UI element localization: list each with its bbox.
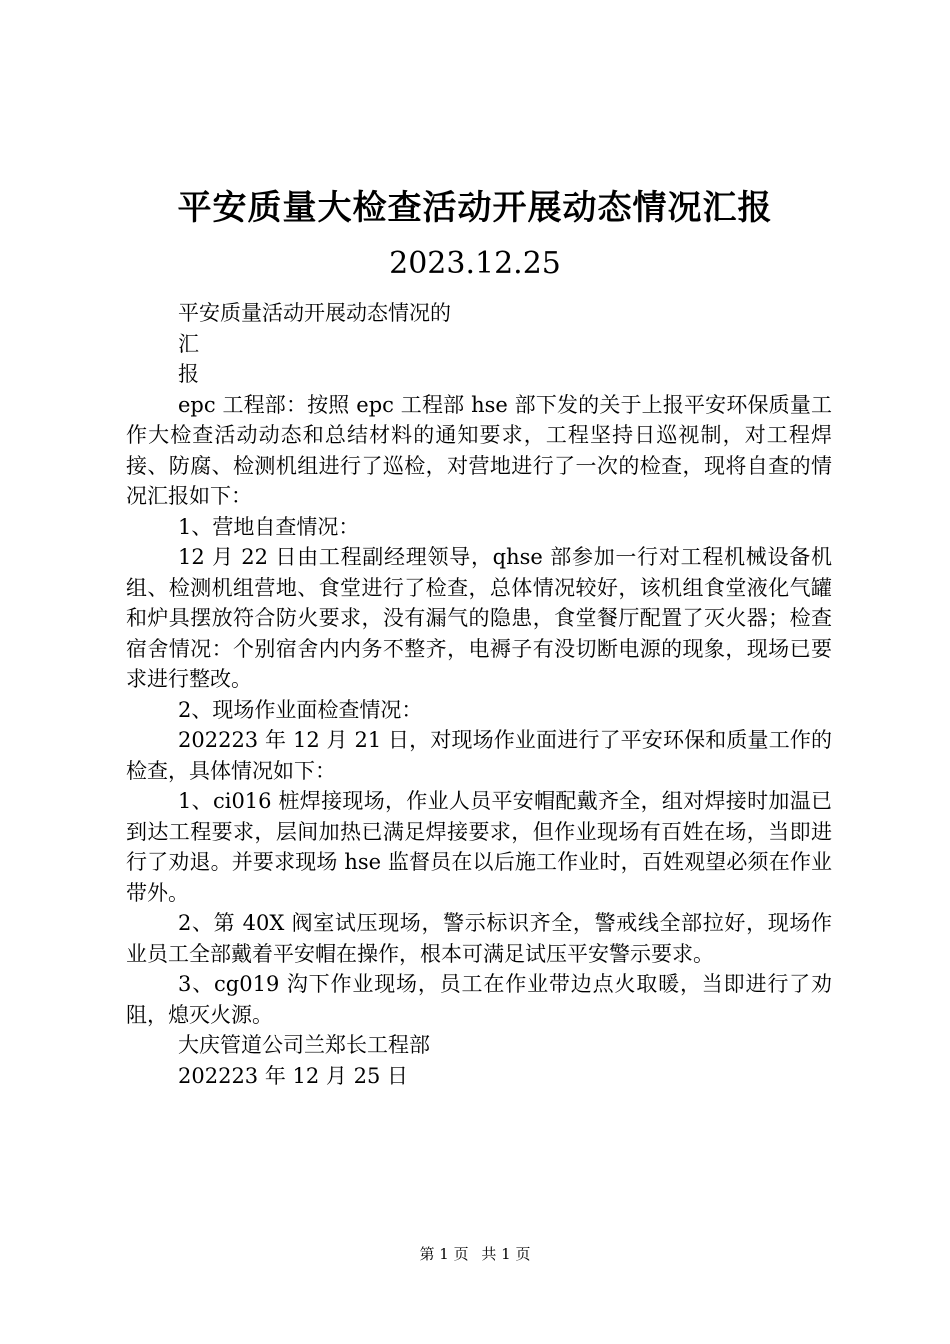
body-paragraph: 平安质量活动开展动态情况的 [178, 301, 451, 325]
body-paragraph: 1、ci016 桩焊接现场，作业人员平安帽配戴齐全，组对焊接时加温已到达工程要求，层间加热已满足焊接要求，但作业现场有百姓在场，当即进行了劝退。并要求现场 hse 监督员在以后施工作业时，百姓观望必须在作业带外。 [126, 789, 832, 905]
document-date-heading: 2023.12.25 [389, 246, 561, 281]
body-paragraph: 2、第 40X 阀室试压现场，警示标识齐全，警戒线全部拉好，现场作业员工全部戴着平安帽在操作，根本可满足试压平安警示要求。 [126, 911, 832, 966]
document-body [126, 298, 832, 1091]
page-footer [0, 1244, 950, 1264]
body-paragraph: epc 工程部：按照 epc 工程部 hse 部下发的关于上报平安环保质量工作大检查活动动态和总结材料的通知要求，工程坚持日巡视制，对工程焊接、防腐、检测机组进行了巡检，对营地进行了一次的检查，现将自查的情况汇报如下： [126, 392, 832, 508]
document-title: 平安质量大检查活动开展动态情况汇报 [177, 188, 773, 228]
page-number: 第 1 页 [419, 1245, 469, 1263]
body-paragraph: 报 [178, 362, 199, 386]
page-total: 共 1 页 [481, 1245, 531, 1263]
body-paragraph: 1、营地自查情况： [178, 514, 360, 539]
body-paragraph: 2、现场作业面检查情况： [178, 697, 423, 722]
body-paragraph: 202223 年 12 月 21 日，对现场作业面进行了平安环保和质量工作的检查，具体情况如下： [126, 728, 832, 783]
body-paragraph: 12 月 22 日由工程副经理领导，qhse 部参加一行对工程机械设备机组、检测机组营地、食堂进行了检查，总体情况较好，该机组食堂液化气罐和炉具摆放符合防火要求，没有漏气的隐患，食堂餐厅配置了灭火器；检查宿舍情况：个别宿舍内内务不整齐，电褥子有没切断电源的现象，现场已要求进行整改。 [126, 545, 832, 691]
signature-organization: 大庆管道公司兰郑长工程部 [178, 1033, 430, 1057]
body-paragraph: 3、cg019 沟下作业现场，员工在作业带边点火取暖，当即进行了劝阻，熄灭火源。 [126, 972, 832, 1027]
body-paragraph: 汇 [178, 331, 199, 356]
signature-date: 202223 年 12 月 25 日 [178, 1063, 408, 1088]
